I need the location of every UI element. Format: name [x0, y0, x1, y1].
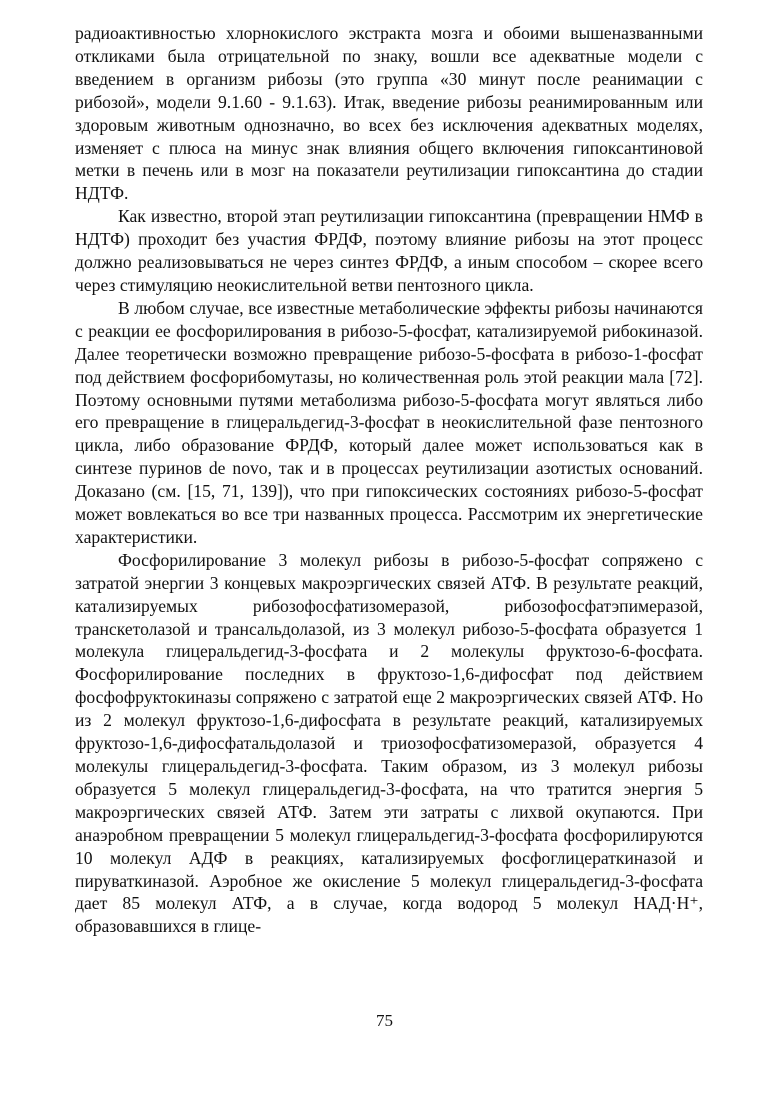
paragraph-4: Фосфорилирование 3 молекул рибозы в рибозо-5-фосфат сопряжено с затратой энергии 3 концевых макроэргических связей АТФ. В результате реакций, катализируемых рибозофосфатизомеразой, рибозофосфатэпимеразой, транскетолазой и трансальдолазой, из 3 молекул рибозо-5-фосфата образуется 1 молекула глицеральдегид-3-фосфата и 2 молекулы фруктозо-6-фосфата. Фосфорилирование последних в фруктозо-1,6-дифосфат под действием фосфофруктокиназы сопряжено с затратой еще 2 макроэргических связей АТФ. Но из 2 молекул фруктозо-1,6-дифосфата в результате реакций, катализируемых фруктозо-1,6-дифосфатальдолазой и триозофосфатизомеразой, образуется 4 молекулы глицеральдегид-3-фосфата. Таким образом, из 3 молекул рибозы образуется 5 молекул глицеральдегид-3-фосфата, на что тратится энергия 5 макроэргических связей АТФ. Затем эти затраты с лихвой окупаются. При анаэробном превращении 5 молекул глицеральдегид-3-фосфата фосфорилируются 10 молекул АДФ в реакциях, катализируемых фосфоглицераткиназой и пируваткиназой. Аэробное же окисление 5 молекул глицеральдегид-3-фосфата дает 85 молекул АТФ, а в случае, когда водород 5 молекул НАД·Н⁺, образовавшихся в глице-: [75, 549, 703, 937]
page-body: [75, 22, 703, 938]
paragraph-2: Как известно, второй этап реутилизации гипоксантина (превращении НМФ в НДТФ) проходит без участия ФРДФ, поэтому влияние рибозы на этот процесс должно реализовываться не через синтез ФРДФ, а иным способом – скорее всего через стимуляцию неокислительной ветви пентозного цикла.: [75, 206, 703, 295]
paragraph-1: радиоактивностью хлорнокислого экстракта мозга и обоими вышеназванными откликами была отрицательной по знаку, вошли все адекватные модели с введением в организм рибозы (это группа «30 минут после реанимации с рибозой», модели 9.1.60 - 9.1.63). Итак, введение рибозы реанимированным или здоровым животным однозначно, во всех без исключения адекватных моделях, изменяет с плюса на минус знак влияния общего включения гипоксантиновой метки в печень или в мозг на показатели реутилизации гипоксантина до стадии НДТФ.: [75, 23, 703, 204]
page-number: 75: [376, 1011, 393, 1030]
paragraph-3: В любом случае, все известные метаболические эффекты рибозы начинаются с реакции ее фосфорилирования в рибозо-5-фосфат, катализируемой рибокиназой. Далее теоретически возможно превращение рибозо-5-фосфата в рибозо-1-фосфат под действием фосфорибомутазы, но количественная роль этой реакции мала [72]. Поэтому основными путями метаболизма рибозо-5-фосфата могут являться либо его превращение в глицеральдегид-3-фосфат в неокислительной фазе пентозного цикла, либо образование ФРДФ, который далее может использоваться как в синтезе пуринов de novo, так и в процессах реутилизации азотистых оснований. Доказано (см. [15, 71, 139]), что при гипоксических состояниях рибозо-5-фосфат может вовлекаться во все три названных процесса. Рассмотрим их энергетические характеристики.: [75, 297, 703, 547]
